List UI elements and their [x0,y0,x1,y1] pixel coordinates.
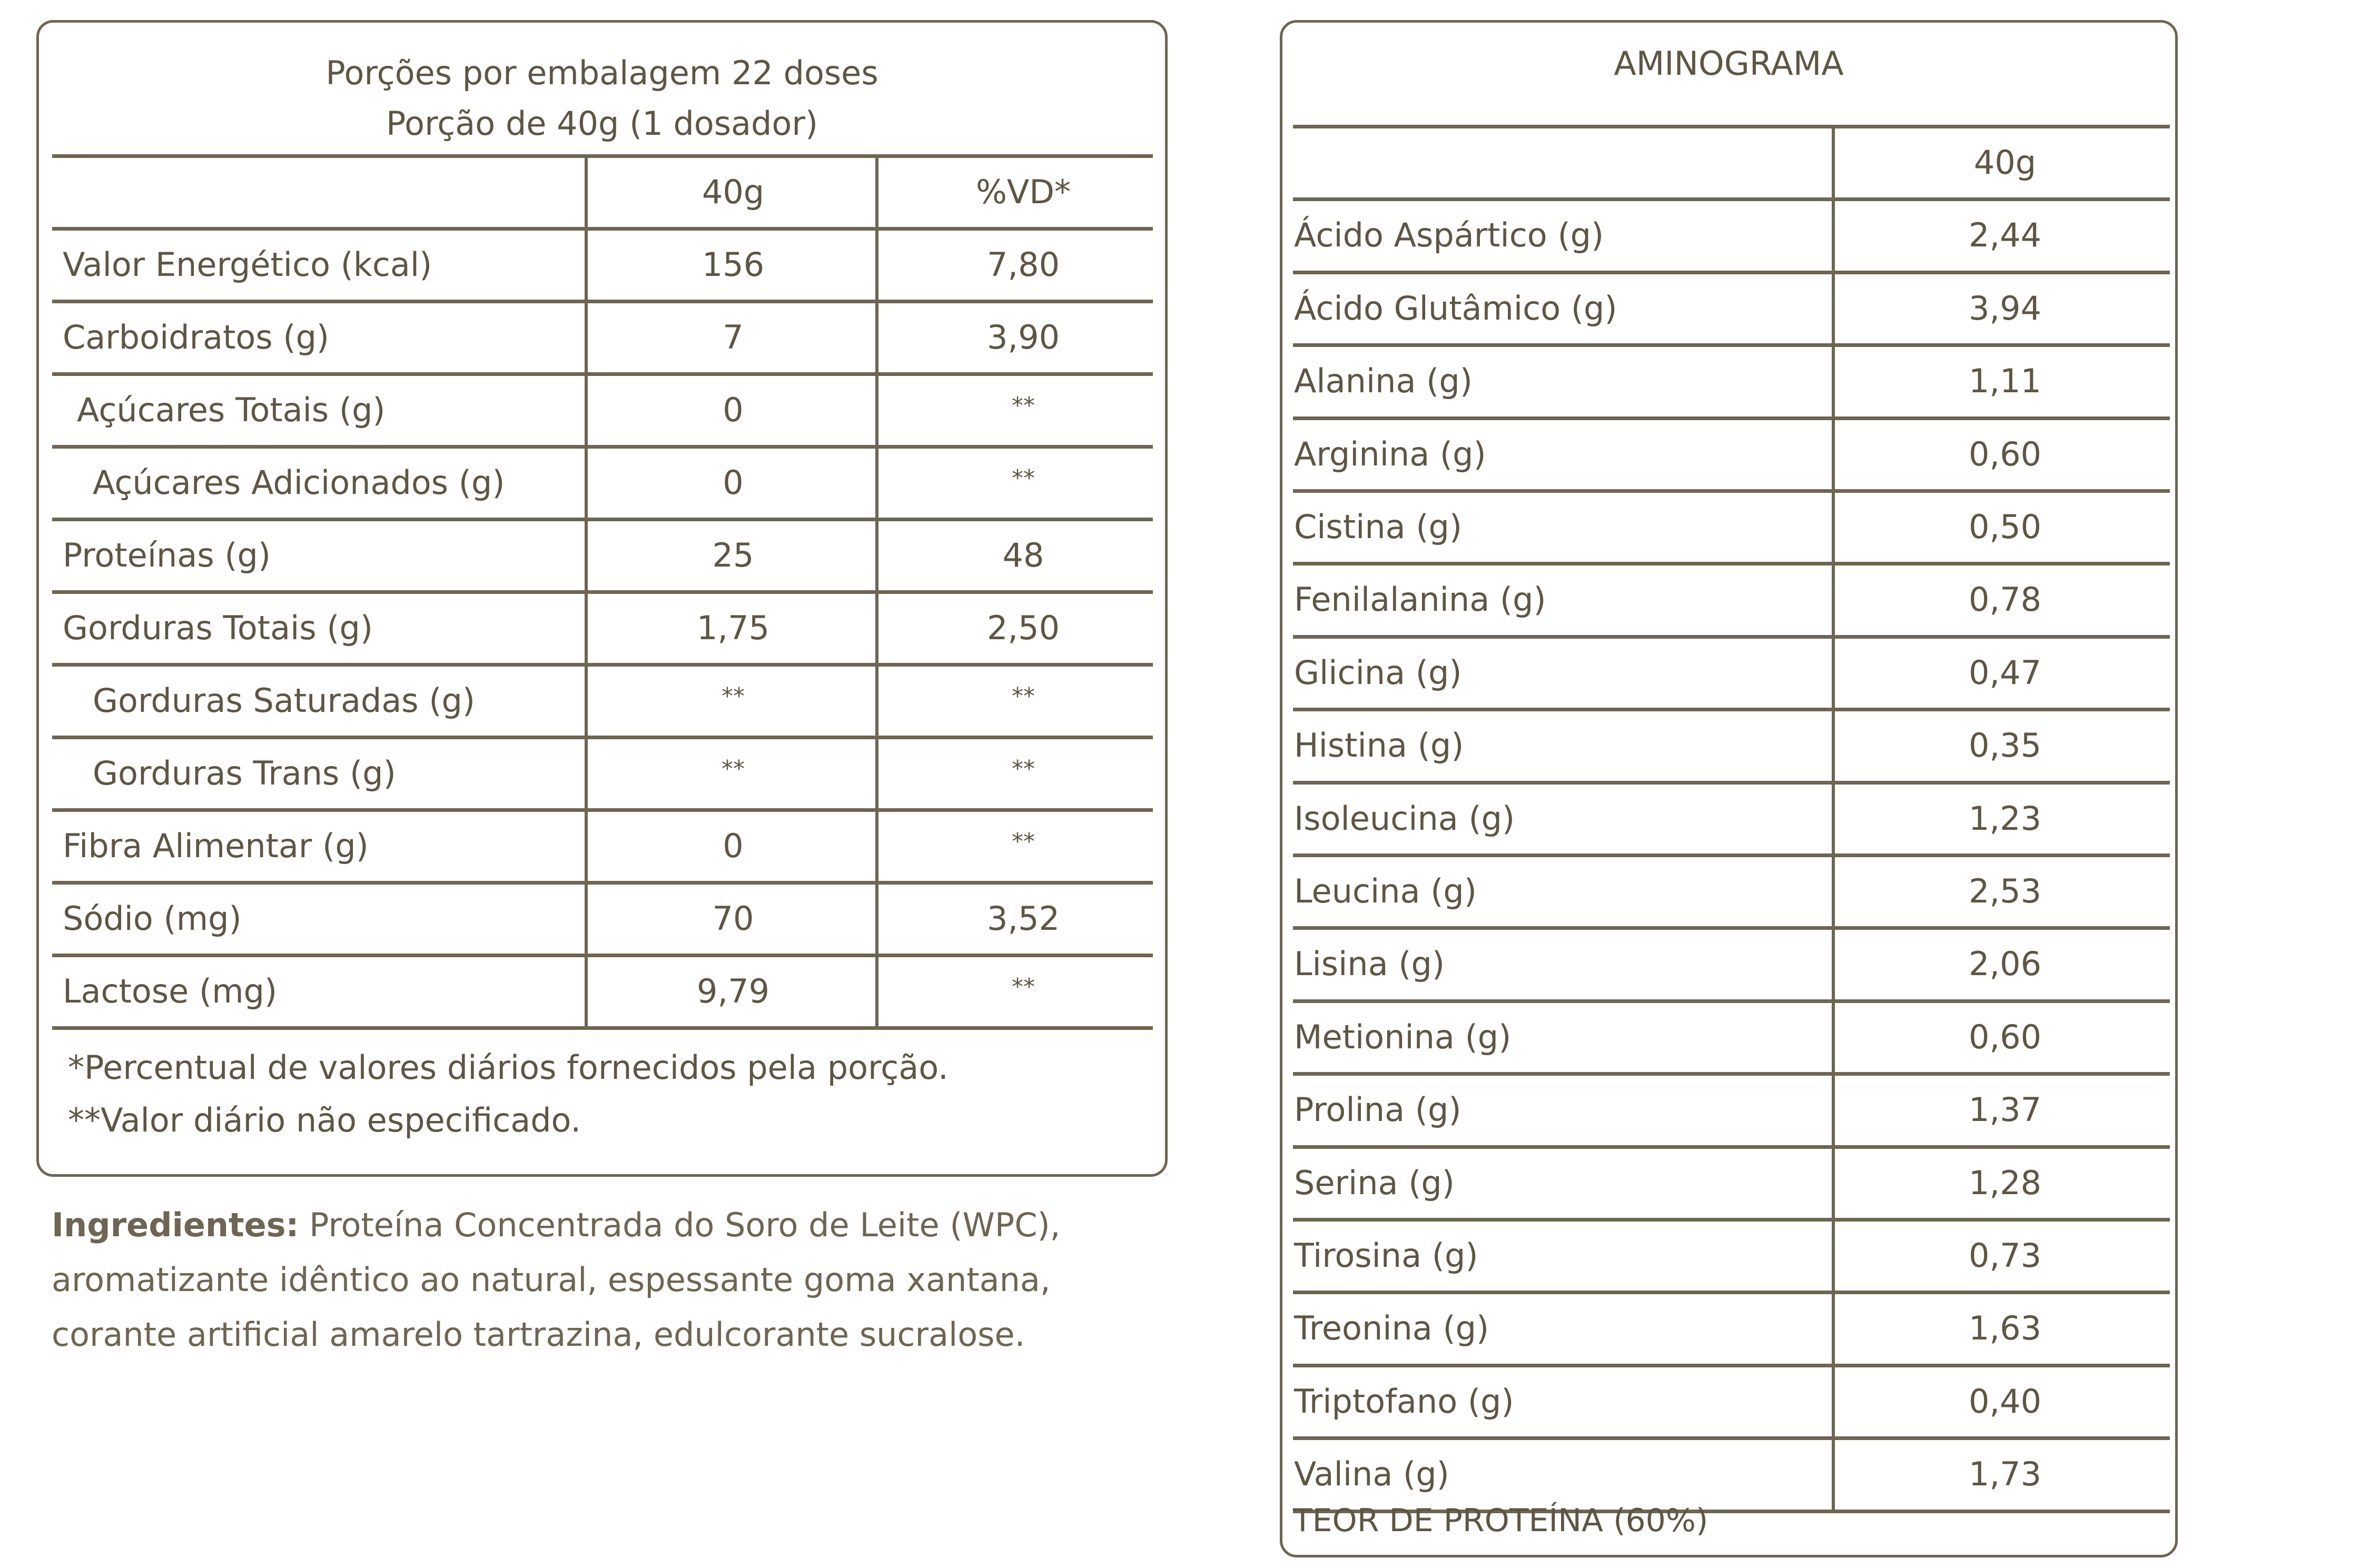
nutrition-row [39,374,1165,446]
amino-acid-label: Triptofano (g) [1294,1382,1514,1421]
aminogram-title: AMINOGRAMA [1614,44,1844,83]
nutrient-amount: ** [722,756,745,782]
nutrient-label: Proteínas (g) [63,536,271,574]
amino-acid-row [1282,928,2175,1000]
nutrient-label: Gorduras Totais (g) [63,609,373,647]
nutrient-daily-value: ** [1012,974,1035,1000]
ingredients-list: Proteína Concentrada do Soro de Leite (WPC), aromatizante idêntico ao natural, espessante goma xantana, corante artificial amarelo tartrazina, edulcorante sucralose. [52,1206,1061,1354]
amino-acid-label: Ácido Aspártico (g) [1294,216,1604,254]
nutrient-daily-value: ** [1012,828,1035,855]
amino-acid-row [1282,1001,2175,1073]
nutrient-daily-value: ** [1012,756,1035,782]
nutrient-daily-value: 2,50 [986,609,1060,647]
amino-acid-row [1282,273,2175,344]
nutrition-row [39,229,1165,301]
nutrient-daily-value: 3,52 [986,899,1060,938]
amino-acid-row [1282,200,2175,271]
nutrition-facts-table [36,20,1168,1177]
amino-acid-amount: 0,60 [1968,1018,2042,1056]
column-header-daily-value: %VD* [975,173,1071,211]
nutrition-row [39,810,1165,882]
nutrient-amount: 0 [723,827,744,865]
nutrient-amount: ** [722,683,745,710]
nutrition-row-divider [52,154,1153,158]
amino-acid-row [1282,345,2175,417]
amino-acid-label: Cistina (g) [1294,508,1463,546]
nutrient-amount: 1,75 [696,609,770,647]
nutrient-amount: 25 [712,536,754,574]
column-header-amount: 40g [702,173,765,211]
nutrition-row [39,883,1165,955]
ingredients-label: Ingredientes: [52,1206,299,1244]
amino-acid-amount: 1,28 [1968,1164,2042,1202]
aminogram-column-header-amount: 40g [1973,143,2037,182]
ingredients-text [52,1198,1105,1362]
amino-acid-row [1282,1366,2175,1437]
amino-acid-amount: 2,44 [1968,216,2042,254]
nutrient-label: Açúcares Totais (g) [77,391,386,429]
amino-acid-amount: 3,94 [1968,289,2042,328]
amino-acid-amount: 2,53 [1968,872,2042,910]
nutrient-amount: 156 [702,245,765,284]
amino-acid-label: Isoleucina (g) [1294,799,1515,838]
aminogram-row-divider [1293,125,2170,128]
amino-acid-amount: 1,11 [1968,362,2042,400]
amino-acid-amount: 1,63 [1968,1309,2042,1347]
nutrient-daily-value: 7,80 [986,245,1060,284]
amino-acid-amount: 0,60 [1968,435,2042,473]
amino-acid-amount: 0,73 [1968,1236,2042,1275]
serving-per-package: Porções por embalagem 22 doses [325,54,878,92]
amino-acid-amount: 1,73 [1968,1455,2042,1493]
nutrient-amount: 9,79 [696,972,770,1010]
nutrition-row [39,738,1165,809]
nutrient-daily-value: ** [1012,465,1035,492]
amino-acid-row [1282,1147,2175,1219]
nutrition-row [39,592,1165,664]
amino-acid-row [1282,783,2175,855]
nutrient-daily-value: ** [1012,683,1035,710]
protein-content: TEOR DE PROTEÍNA (60%) [1293,1502,1709,1539]
nutrient-daily-value: ** [1012,392,1035,419]
nutrient-label: Fibra Alimentar (g) [63,827,369,865]
amino-acid-row [1282,1220,2175,1292]
aminogram-table [1280,20,2178,1557]
amino-acid-amount: 0,47 [1968,653,2042,692]
amino-acid-label: Prolina (g) [1294,1090,1461,1129]
nutrient-label: Gorduras Saturadas (g) [93,681,476,720]
amino-acid-amount: 0,35 [1968,726,2042,765]
amino-acid-label: Alanina (g) [1294,362,1473,400]
amino-acid-label: Fenilalanina (g) [1294,580,1546,619]
amino-acid-label: Ácido Glutâmico (g) [1294,289,1617,328]
amino-acid-label: Leucina (g) [1294,872,1477,910]
amino-acid-label: Arginina (g) [1294,435,1486,473]
amino-acid-label: Treonina (g) [1294,1309,1489,1347]
amino-acid-amount: 0,40 [1968,1382,2042,1421]
nutrition-row [39,302,1165,373]
nutrient-label: Açúcares Adicionados (g) [93,463,505,502]
footnote-not-specified: **Valor diário não especificado. [68,1101,581,1139]
nutrition-row [39,665,1165,737]
amino-acid-amount: 2,06 [1968,945,2042,983]
amino-acid-row [1282,564,2175,636]
nutrient-daily-value: 3,90 [986,318,1060,356]
serving-size: Porção de 40g (1 dosador) [386,104,818,143]
amino-acid-amount: 0,50 [1968,508,2042,546]
amino-acid-row [1282,710,2175,781]
amino-acid-label: Histina (g) [1294,726,1464,765]
nutrition-row [39,447,1165,519]
amino-acid-row [1282,856,2175,927]
nutrition-row [39,520,1165,591]
nutrient-label: Sódio (mg) [63,899,242,938]
amino-acid-amount: 0,78 [1968,580,2042,619]
amino-acid-row [1282,637,2175,709]
amino-acid-label: Valina (g) [1294,1455,1449,1493]
nutrient-amount: 0 [723,391,744,429]
nutrient-label: Valor Energético (kcal) [63,245,432,284]
amino-acid-amount: 1,37 [1968,1090,2042,1129]
nutrition-row [39,956,1165,1027]
nutrient-daily-value: 48 [1002,536,1044,574]
footnote-daily-values: *Percentual de valores diários fornecidos pela porção. [68,1048,949,1087]
nutrient-label: Carboidratos (g) [63,318,330,356]
amino-acid-row [1282,491,2175,563]
amino-acid-label: Metionina (g) [1294,1018,1512,1056]
amino-acid-label: Tirosina (g) [1294,1236,1478,1275]
amino-acid-label: Lisina (g) [1294,945,1445,983]
nutrient-label: Gorduras Trans (g) [93,754,396,792]
nutrient-amount: 0 [723,463,744,502]
nutrient-label: Lactose (mg) [63,972,278,1010]
amino-acid-label: Serina (g) [1294,1164,1455,1202]
aminogram-header-row [1282,127,2175,199]
nutrient-amount: 7 [723,318,744,356]
amino-acid-label: Glicina (g) [1294,653,1462,692]
nutrient-amount: 70 [712,899,754,938]
amino-acid-row [1282,1074,2175,1146]
amino-acid-row [1282,1293,2175,1364]
nutrition-header-row [39,156,1165,228]
amino-acid-row [1282,419,2175,490]
amino-acid-amount: 1,23 [1968,799,2042,838]
